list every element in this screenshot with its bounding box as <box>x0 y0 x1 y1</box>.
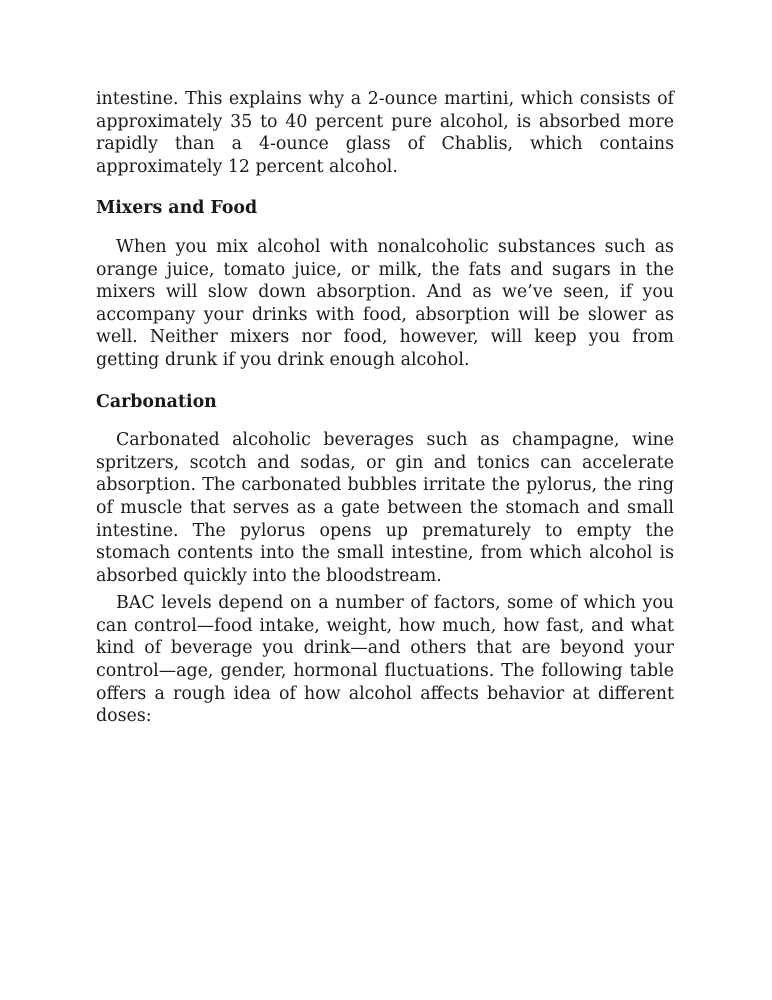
paragraph-martini-absorption: intestine. This explains why a 2-ounce martini, which consists of approximately 35 to 40 percent pure alcohol, is absorbed more rapidly than a 4-ounce glass of Chablis, which contains approximately 12 percent alcohol. <box>96 89 674 177</box>
paragraph-mixers-and-food: When you mix alcohol with nonalcoholic substances such as orange juice, tomato juice, or milk, the fats and sugars in the mixers will slow down absorption. And as we’ve seen, if you accompany your drinks with food, absorption will be slower as well. Neither mixers nor food, however, will keep you from getting drunk if you drink enough alcohol. <box>96 236 674 370</box>
paragraph-carbonation: Carbonated alcoholic beverages such as champagne, wine spritzers, scotch and sodas, or gin and tonics can accelerate absorption. The carbonated bubbles irritate the pylorus, the ring of muscle that serves as a gate between the stomach and small intestine. The pylorus opens up prematurely to empty the stomach contents into the small intestine, from which alcohol is absorbed quickly into the bloodstream. <box>96 430 674 586</box>
heading-mixers-and-food: Mixers and Food <box>96 198 258 219</box>
paragraph-bac-levels: BAC levels depend on a number of factors, some of which you can control—food intake, weight, how much, how fast, and what kind of beverage you drink—and others that are beyond your control—age, gender, hormonal fluctuations. The following table offers a rough idea of how alcohol affects behavior at different doses: <box>96 593 674 727</box>
document-page <box>96 88 674 728</box>
heading-carbonation: Carbonation <box>96 391 217 412</box>
